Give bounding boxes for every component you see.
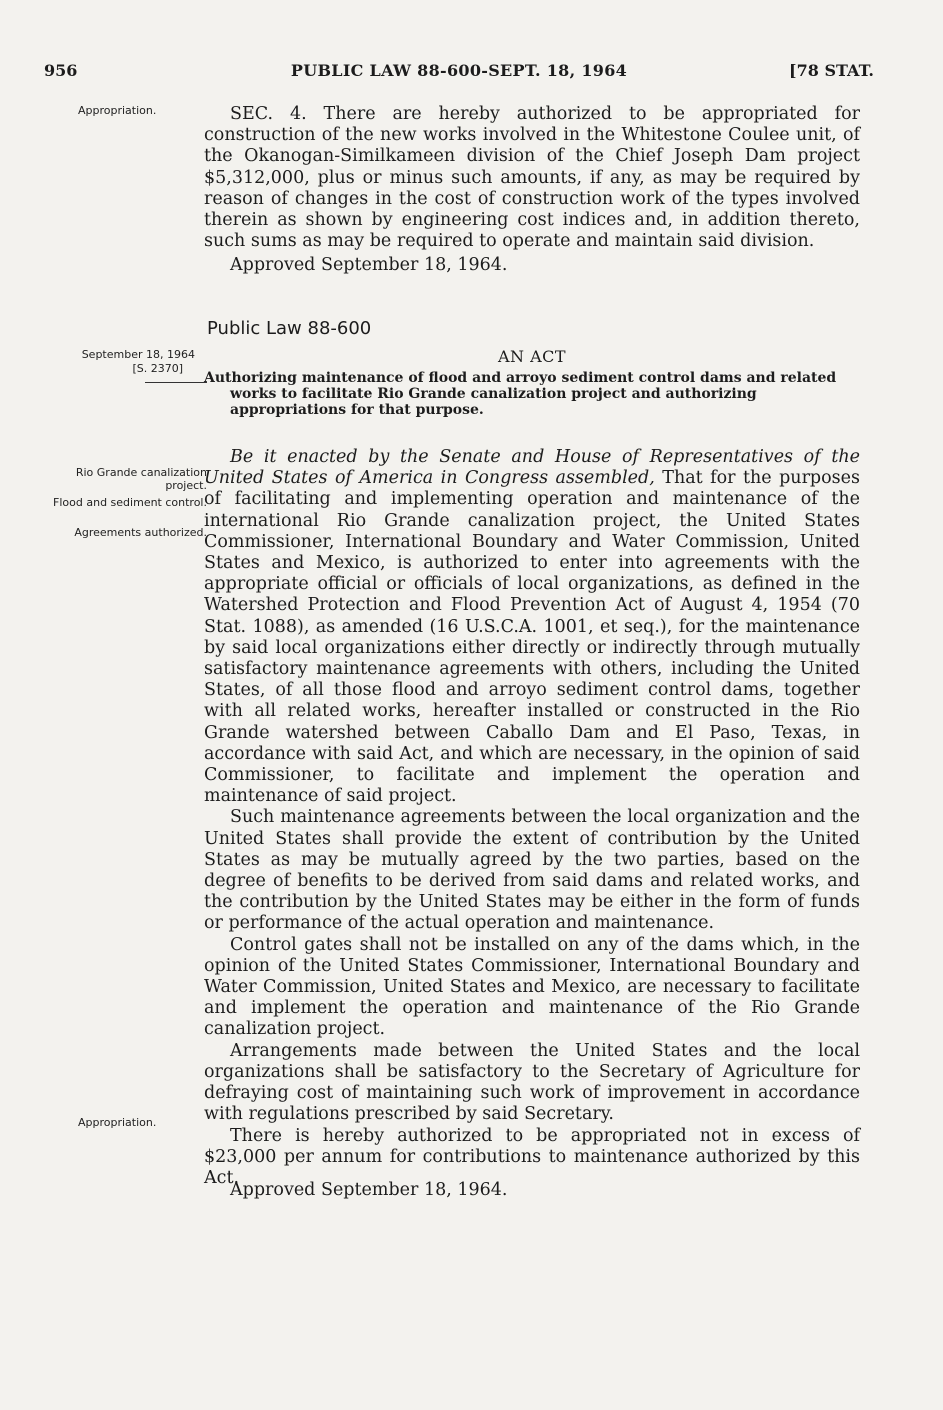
margin-note-appropriation-2: Appropriation. [78, 1116, 157, 1129]
page-number: 956 [44, 61, 78, 80]
act-description: Authorizing maintenance of flood and arroyo sediment control dams and related works to facilitate Rio Grande canalization project and authorizing appropriations for that purpose. [204, 370, 837, 418]
margin-note-agreements: Agreements authorized. [74, 526, 207, 539]
margin-note-appropriation: Appropriation. [78, 104, 157, 117]
approved-date-1: Approved September 18, 1964. [230, 255, 508, 275]
act-title: AN ACT [497, 347, 567, 366]
act-body [204, 447, 860, 1189]
margin-note-flood: Flood and sediment control. [53, 496, 207, 509]
margin-note-date: September 18, 1964 [81, 348, 195, 361]
section-4-text: There are hereby authorized to be appropriated for construction of the new works involved in the Whitestone Coulee unit, of the Okanogan-Similkameen division of the Chief Joseph Dam project $5,312,000, plus or minus such amounts, if any, as may be required by reason of changes in the cost of construction work of the types involved therein as shown by engineering cost indices and, in addition thereto, such sums as may be required to operate and maintain said division. [204, 104, 860, 252]
paragraph-control-gates: Control gates shall not be installed on any of the dams which, in the opinion of the United States Commissioner, International Boundary and Water Commission, United States and Mexico, are necessary to facilitate and implement the operation and maintenance of the Rio Grande canalization project. [204, 934, 860, 1040]
paragraph-arrangements: Arrangements made between the United States and the local organizations shall be satisfactory to the Secretary of Agriculture for defraying cost of maintaining such work of improvement in accordance with regulations prescribed by said Secretary. [204, 1040, 860, 1125]
public-law-title: Public Law 88-600 [207, 318, 372, 339]
page-header [44, 61, 874, 85]
margin-rule [145, 382, 207, 383]
enacting-text: That for the purposes of facilitating and implementing operation and maintenance of the international Rio Grande canalization project, the United States Commissioner, International Boundary and Water Commission, United States and Mexico, is authorized to enter into agreements with the appropriate official or officials of local organizations, as defined in the Watershed Protection and Flood Prevention Act of August 4, 1954 (70 Stat. 1088), as amended (16 U.S.C.A. 1001, et seq.), for the maintenance by said local organizations either directly or indirectly through mutually satisfactory maintenance agreements with others, including the United States, of all those flood and arroyo sediment control dams, together with all related works, hereafter installed or constructed in the Rio Grande watershed between Caballo Dam and El Paso, Texas, in accordance with said Act, and which are necessary, in the opinion of said Commissioner, to facilitate and implement the operation and maintenance of said project. [204, 468, 860, 807]
paragraph-appropriation: There is hereby authorized to be appropriated not in excess of $23,000 per annum for contributions to maintenance authorized by this Act. [204, 1125, 860, 1188]
volume-reference: [78 STAT. [789, 61, 874, 80]
running-head: PUBLIC LAW 88-600-SEPT. 18, 1964 [290, 61, 628, 80]
margin-note-rio-grande: Rio Grande canalization project. [75, 466, 207, 492]
margin-note-bill: [S. 2370] [132, 362, 183, 375]
enacting-clause: Be it enacted by the Senate and House of Representatives of the United States of America in Congress assembled, [204, 447, 860, 489]
section-label: SEC. 4. [230, 104, 307, 124]
approved-date-2: Approved September 18, 1964. [230, 1180, 508, 1200]
paragraph-maintenance: Such maintenance agreements between the local organization and the United States shall provide the extent of contribution by the United States as may be mutually agreed by the two parties, based on the degree of benefits to be derived from said dams and related works, and the contribution by the United States may be either in the form of funds or performance of the actual operation and maintenance. [204, 807, 860, 934]
section-4 [204, 104, 860, 252]
